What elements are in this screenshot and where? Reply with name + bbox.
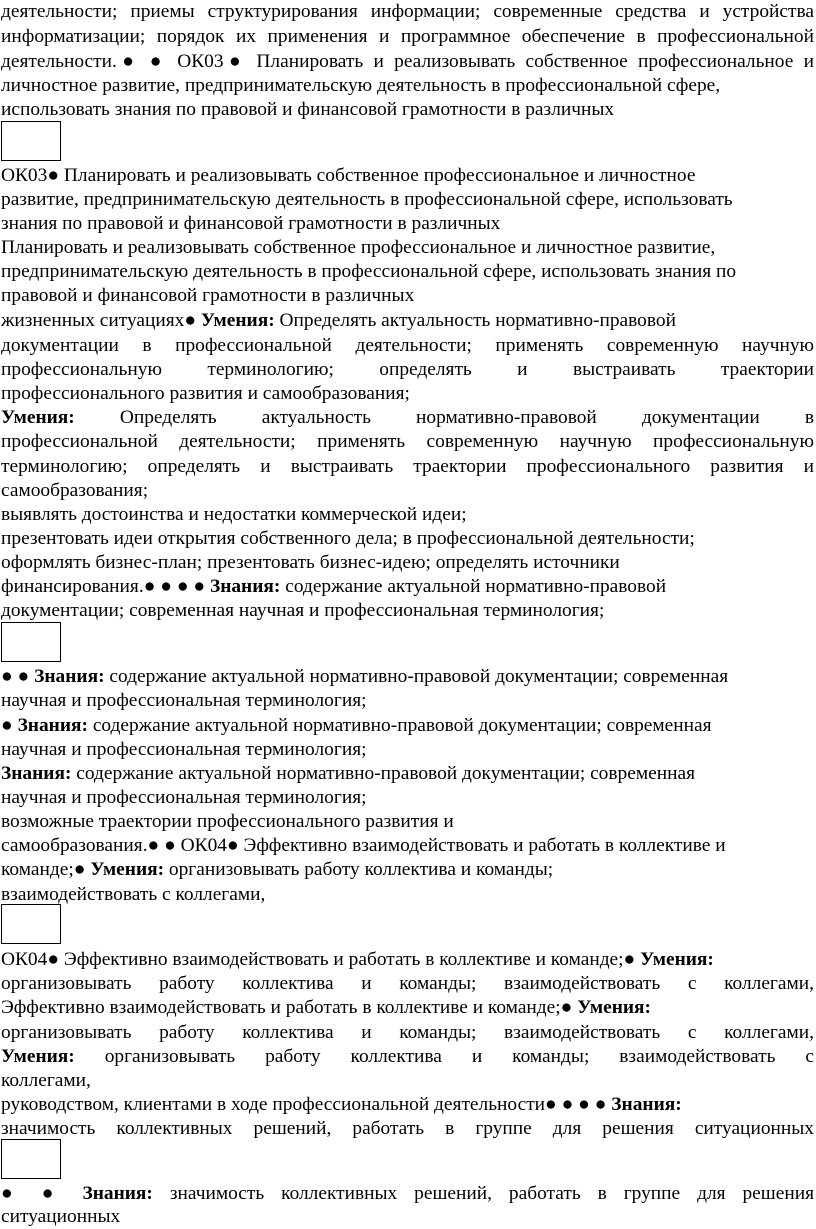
text-run: ● ● — [1, 666, 35, 687]
text-run: организовывать работу коллектива и команды; взаимодействовать с коллегами, — [1, 973, 814, 994]
bold-label: Знания: — [1, 763, 72, 784]
text-line — [1, 503, 814, 527]
text-line — [1, 455, 814, 479]
text-line — [1, 406, 814, 430]
text-run: возможные траектории профессионального развития и — [1, 811, 454, 832]
text-run: научная и профессиональная терминология; — [1, 690, 367, 711]
text-line — [1, 74, 814, 98]
text-line — [1, 858, 814, 882]
text-line — [1, 334, 814, 358]
text-run: ● — [1, 715, 18, 736]
text-line — [1, 236, 814, 260]
text-run: ОК03● Планировать и реализовывать собственное профессиональное и личностное — [1, 165, 696, 186]
bold-label: Знания: — [209, 576, 281, 597]
text-run: профессиональную терминологию; определять и выстраивать траектории — [1, 359, 814, 380]
text-line — [1, 883, 814, 907]
text-line — [1, 810, 814, 834]
text-line — [1, 1045, 814, 1069]
text-line — [1, 479, 814, 503]
text-line — [1, 575, 814, 599]
text-run: Определять актуальность нормативно-правовой документации в — [74, 407, 814, 428]
text-line — [1, 382, 814, 406]
bold-label: Умения: — [90, 859, 165, 880]
text-run: финансирования.● ● ● ● — [1, 576, 210, 597]
text-run: научная и профессиональная терминология; — [1, 787, 367, 808]
text-run: руководством, клиентами в ходе профессиональной деятельности● ● ● ● — [1, 1094, 612, 1115]
text-run: значимость коллективных решений, работать в группе для решения — [152, 1183, 814, 1204]
text-line — [1, 1093, 814, 1117]
bold-label: Знания: — [34, 666, 105, 687]
text-run: самообразования; — [1, 480, 149, 501]
text-run: организовывать работу коллектива и команды; взаимодействовать с коллегами, — [1, 1022, 814, 1043]
text-line — [1, 188, 814, 212]
bold-label: Знания: — [611, 1094, 682, 1115]
bold-label: Умения: — [1, 407, 75, 428]
text-line — [1, 738, 814, 762]
text-run: Определять актуальность нормативно-правовой — [274, 310, 676, 331]
text-run: содержание актуальной нормативно-правовой документации; современная — [87, 715, 712, 736]
text-line — [1, 430, 814, 454]
text-run: жизненных ситуациях● — [1, 310, 201, 331]
bold-label: Знания: — [82, 1183, 153, 1204]
text-line — [1, 212, 814, 236]
bold-label: Знания: — [17, 715, 88, 736]
text-run: документации; современная научная и профессиональная терминология; — [1, 600, 605, 621]
text-line — [1, 996, 814, 1020]
empty-table-cell — [1, 121, 61, 161]
text-line — [1, 762, 814, 786]
empty-table-cell — [1, 1139, 61, 1179]
bold-label: Умения: — [1, 1046, 75, 1067]
text-line — [1, 786, 814, 810]
text-line — [1, 972, 814, 996]
text-run: содержание актуальной нормативно-правовой — [280, 576, 667, 597]
text-line — [1, 309, 814, 333]
text-line — [1, 164, 814, 188]
text-run: презентовать идеи открытия собственного дела; в профессиональной деятельности; — [1, 528, 695, 549]
text-line — [1, 1205, 814, 1229]
text-line — [1, 714, 814, 738]
text-run: выявлять достоинства и недостатки коммерческой идеи; — [1, 504, 467, 525]
text-line — [1, 834, 814, 858]
text-run: значимость коллективных решений, работать в группе для решения ситуационных — [1, 1118, 814, 1139]
text-line — [1, 358, 814, 382]
text-run: знания по правовой и финансовой грамотности в различных — [1, 213, 501, 234]
bold-label: Умения: — [640, 949, 714, 970]
text-run: организовывать работу коллектива и команды; — [164, 859, 554, 880]
text-run: ● ● — [1, 1183, 83, 1204]
text-line — [1, 50, 814, 74]
text-line — [1, 284, 814, 308]
text-run: деятельности.● ● ОК03● Планировать и реализовывать собственное профессиональное и — [1, 51, 814, 72]
text-line — [1, 1021, 814, 1045]
text-line — [1, 1069, 814, 1093]
text-run: профессионального развития и самообразования; — [1, 383, 410, 404]
text-run: терминологию; определять и выстраивать траектории профессионального развития и — [1, 456, 814, 477]
text-run: Эффективно взаимодействовать и работать в коллективе и команде;● — [1, 997, 578, 1018]
text-run: организовывать работу коллектива и команды; взаимодействовать с — [74, 1046, 814, 1067]
text-line — [1, 665, 814, 689]
empty-table-cell — [1, 622, 61, 662]
text-run: взаимодействовать с коллегами, — [1, 884, 266, 905]
text-line — [1, 689, 814, 713]
text-run: содержание актуальной нормативно-правовой документации; современная — [71, 763, 695, 784]
text-run: развитие, предпринимательскую деятельность в профессиональной сфере, использовать — [1, 189, 733, 210]
text-run: самообразования.● ● ОК04● Эффективно взаимодействовать и работать в коллективе и — [1, 835, 726, 856]
text-line — [1, 1117, 814, 1141]
bold-label: Умения: — [577, 997, 651, 1018]
text-run: предпринимательскую деятельность в профессиональной сфере, использовать знания по — [1, 261, 737, 282]
text-run: информатизации; порядок их применения и программное обеспечение в профессиональной — [1, 26, 814, 47]
text-run: использовать знания по правовой и финансовой грамотности в различных — [1, 99, 615, 120]
text-run: ситуационных — [1, 1206, 121, 1227]
text-line — [1, 551, 814, 575]
text-run: документации в профессиональной деятельности; применять современную научную — [1, 335, 814, 356]
text-run: команде;● — [1, 859, 91, 880]
text-line — [1, 260, 814, 284]
text-run: профессиональной деятельности; применять современную научную профессиональную — [1, 431, 814, 452]
text-run: правовой и финансовой грамотности в различных — [1, 285, 415, 306]
empty-table-cell — [1, 904, 61, 944]
bold-label: Умения: — [200, 310, 275, 331]
text-run: коллегами, — [1, 1070, 91, 1091]
text-line — [1, 599, 814, 623]
text-run: оформлять бизнес-план; презентовать бизнес-идею; определять источники — [1, 552, 620, 573]
text-line — [1, 948, 814, 972]
text-line — [1, 0, 814, 24]
text-line — [1, 98, 814, 122]
text-line — [1, 1182, 814, 1206]
text-run: личностное развитие, предпринимательскую деятельность в профессиональной сфере, — [1, 75, 721, 96]
text-run: Планировать и реализовывать собственное профессиональное и личностное развитие, — [1, 237, 716, 258]
text-run: деятельности; приемы структурирования информации; современные средства и устройства — [1, 1, 814, 22]
text-line — [1, 527, 814, 551]
text-line — [1, 25, 814, 49]
text-run: ОК04● Эффективно взаимодействовать и работать в коллективе и команде;● — [1, 949, 641, 970]
text-run: научная и профессиональная терминология; — [1, 739, 367, 760]
text-run: содержание актуальной нормативно-правовой документации; современная — [104, 666, 729, 687]
